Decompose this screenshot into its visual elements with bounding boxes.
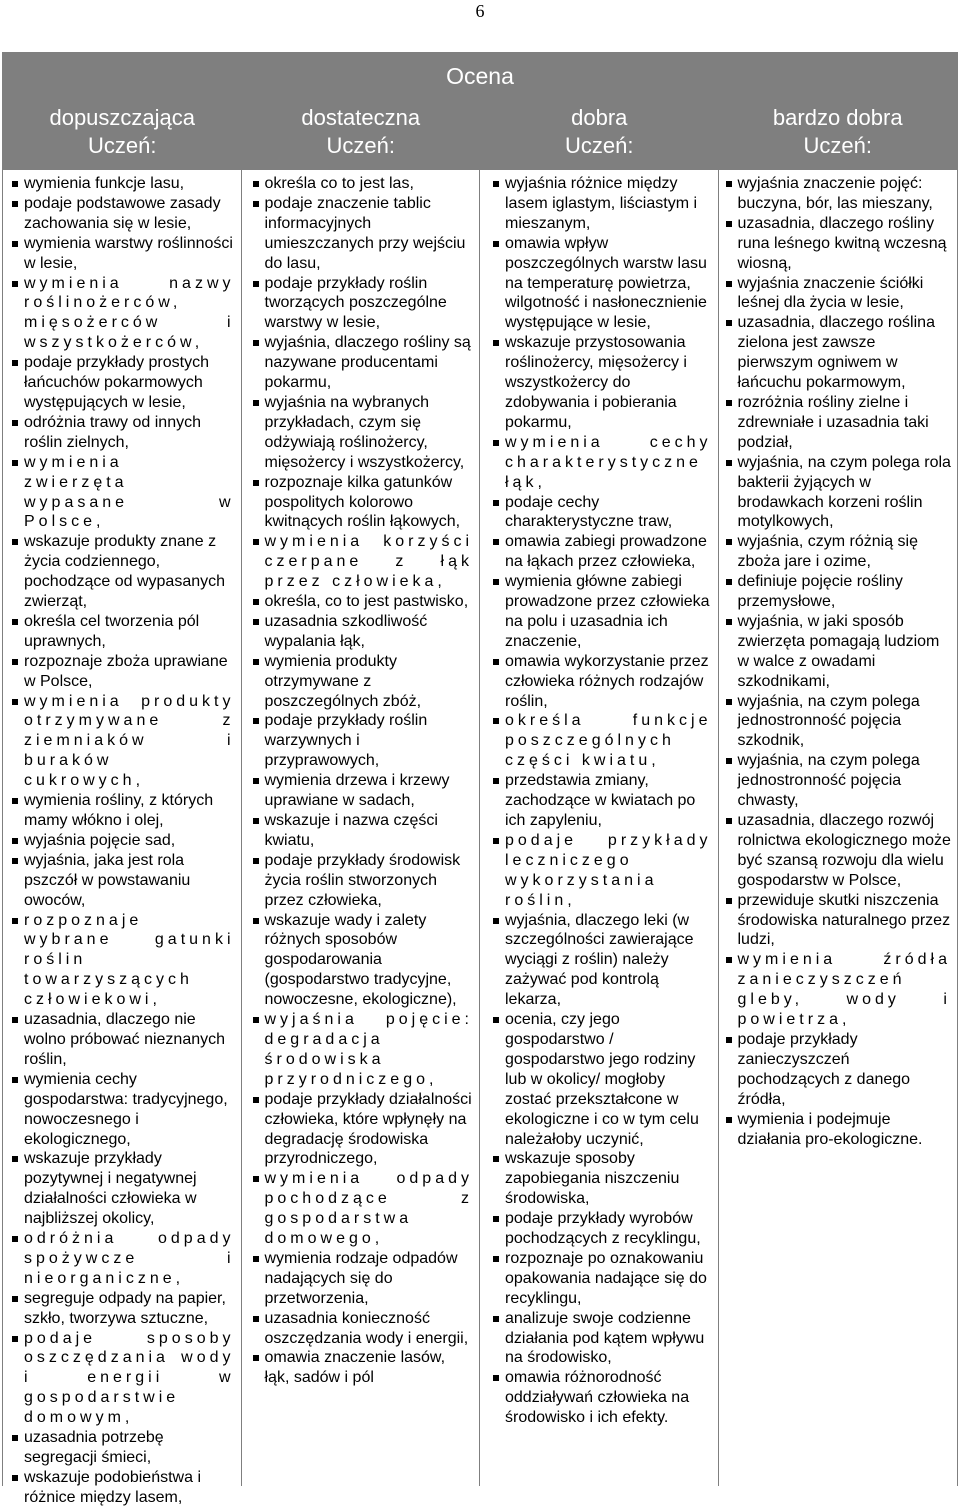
requirement-item: wyjaśnia, czym różnią się zboża jare i ozime, — [725, 532, 951, 572]
requirement-item: przewiduje skutki niszczenia środowiska naturalnego przez ludzi, — [725, 891, 951, 951]
requirement-item: wskazuje i nazwa części kwiatu, — [252, 811, 474, 851]
requirement-item: podaje cechy charakterystyczne traw, — [492, 493, 712, 533]
requirement-item: wskazuje przykłady pozytywnej i negatywnej działalności człowieka w najbliższej okolicy, — [11, 1149, 235, 1229]
table-header — [3, 52, 957, 170]
requirement-item: definiuje pojęcie rośliny przemysłowe, — [725, 572, 951, 612]
requirement-item: podaje przykłady leczniczego wykorzystania roślin, — [492, 831, 712, 911]
requirement-item: wymienia drzewa i krzewy uprawiane w sadach, — [252, 771, 474, 811]
requirement-item: uzasadnia konieczność oszczędzania wody i energii, — [252, 1309, 474, 1349]
requirement-item: uzasadnia, dlaczego rozwój rolnictwa ekologicznego może być szansą rozwoju dla wielu gospodarstw w Polsce, — [725, 811, 951, 891]
requirement-item: uzasadnia, dlaczego rośliny runa leśnego kwitną wczesną wiosną, — [725, 214, 951, 274]
requirement-item: wymienia rodzaje odpadów nadających się do przetworzenia, — [252, 1249, 474, 1309]
requirement-item: wskazuje wady i zalety różnych sposobów gospodarowania (gospodarstwo tradycyjne, nowoczesne, ekologiczne), — [252, 911, 474, 1011]
requirement-item: omawia różnorodność oddziaływań człowieka na środowisko i ich efekty. — [492, 1368, 712, 1428]
requirement-item: wymienia nazwy roślinożerców, mięsożerców i wszystkożerców, — [11, 274, 235, 354]
requirements-list — [11, 174, 235, 1508]
page-number: 6 — [475, 1, 485, 21]
requirement-item: wyjaśnia, jaka jest rola pszczół w powstawaniu owoców, — [11, 851, 235, 911]
requirements-list — [725, 174, 951, 1149]
column-dopuszczajaca — [3, 170, 242, 1506]
requirement-item: podaje przykłady działalności człowieka, które wpłynęły na degradację środowiska przyrodniczego, — [252, 1090, 474, 1170]
header-column-dobra — [480, 104, 719, 160]
requirement-item: rozpoznaje po oznakowaniu opakowania nadające się do recyklingu, — [492, 1249, 712, 1309]
requirement-item: wskazuje podobieństwa i różnice między lasem, — [11, 1468, 235, 1508]
requirement-item: odróżnia trawy od innych roślin zielnych, — [11, 413, 235, 453]
requirements-list — [252, 174, 474, 1388]
requirement-item: podaje podstawowe zasady zachowania się w lesie, — [11, 194, 235, 234]
requirement-item: uzasadnia szkodliwość wypalania łąk, — [252, 612, 474, 652]
requirement-item: wymienia cechy gospodarstwa: tradycyjnego, nowoczesnego i ekologicznego, — [11, 1070, 235, 1150]
requirement-item: omawia znaczenie lasów, łąk, sadów i pól — [252, 1348, 474, 1388]
requirement-item: podaje przykłady wyrobów pochodzących z recyklingu, — [492, 1209, 712, 1249]
requirement-item: podaje przykłady roślin tworzących poszczególne warstwy w lesie, — [252, 274, 474, 334]
requirement-item: wyjaśnia, dlaczego leki (w szczególności zawierające wyciągi z roślin) należy zażywać pod kontrolą lekarza, — [492, 911, 712, 1011]
requirement-item: omawia wpływ poszczególnych warstw lasu na temperaturę powietrza, wilgotność i nasłonecznienie występujące w lesie, — [492, 234, 712, 334]
requirement-item: wymienia korzyści czerpane z łąk przez człowieka, — [252, 532, 474, 592]
requirement-item: ocenia, czy jego gospodarstwo / gospodarstwo jego rodziny lub w okolicy/ mogłoby zostać przekształcone w ekologiczne i co w tym celu należałoby uczynić, — [492, 1010, 712, 1149]
requirement-item: rozpoznaje zboża uprawiane w Polsce, — [11, 652, 235, 692]
requirement-item: wymienia źródła zanieczyszczeń gleby, wody i powietrza, — [725, 950, 951, 1030]
requirement-item: wymienia główne zabiegi prowadzone przez człowieka na polu i uzasadnia ich znaczenie, — [492, 572, 712, 652]
requirement-item: wyjaśnia na wybranych przykładach, czym się odżywiają roślinożercy, mięsożercy i wszystkożercy, — [252, 393, 474, 473]
requirement-item: podaje przykłady roślin warzywnych i przyprawowych, — [252, 711, 474, 771]
grading-table — [2, 52, 958, 1506]
header-column-dostateczna — [242, 104, 481, 160]
grade-label: dobra — [571, 105, 628, 130]
requirement-item: wymienia cechy charakterystyczne łąk, — [492, 433, 712, 493]
requirement-item: wskazuje przystosowania roślinożercy, mięsożercy i wszystkożercy do zdobywania i pobierania pokarmu, — [492, 333, 712, 433]
grade-label: bardzo dobra — [772, 105, 903, 130]
requirement-item: podaje sposoby oszczędzania wody i energii w gospodarstwie domowym, — [11, 1329, 235, 1429]
requirements-list — [492, 174, 712, 1428]
requirement-item: segreguje odpady na papier, szkło, tworzywa sztuczne, — [11, 1289, 235, 1329]
requirement-item: wymienia produkty otrzymywane z poszczególnych zbóż, — [252, 652, 474, 712]
column-dobra — [480, 170, 719, 1486]
requirement-item: uzasadnia, dlaczego roślina zielona jest zawsze pierwszym ogniwem w łańcuchu pokarmowym, — [725, 313, 951, 393]
requirement-item: wyjaśnia, dlaczego rośliny są nazywane producentami pokarmu, — [252, 333, 474, 393]
requirement-item: wyjaśnia pojęcie: degradacja środowiska przyrodniczego, — [252, 1010, 474, 1090]
requirement-item: wymienia i podejmuje działania pro-ekologiczne. — [725, 1110, 951, 1150]
requirement-item: wyjaśnia, na czym polega rola bakterii żyjących w brodawkach korzeni roślin motylkowych, — [725, 453, 951, 533]
requirement-item: określa, co to jest pastwisko, — [252, 592, 474, 612]
header-column-dopuszczajaca — [3, 104, 242, 160]
requirement-item: rozpoznaje kilka gatunków pospolitych kolorowo kwitnących roślin łąkowych, — [252, 473, 474, 533]
column-dostateczna — [242, 170, 481, 1486]
requirement-item: wyjaśnia różnice między lasem iglastym, liściastym i mieszanym, — [492, 174, 712, 234]
requirement-item: odróżnia odpady spożywcze i nieorganiczne, — [11, 1229, 235, 1289]
requirement-item: analizuje swoje codzienne działania pod kątem wpływu na środowisko, — [492, 1309, 712, 1369]
requirement-item: wyjaśnia znaczenie pojęć: buczyna, bór, las mieszany, — [725, 174, 951, 214]
requirement-item: wymienia warstwy roślinności w lesie, — [11, 234, 235, 274]
grade-label: dopuszczająca — [49, 105, 196, 130]
header-column-bardzo-dobra — [719, 104, 958, 160]
requirement-item: wymienia zwierzęta wypasane w Polsce, — [11, 453, 235, 533]
header-title: Ocena — [446, 63, 514, 89]
requirement-item: wymienia funkcje lasu, — [11, 174, 235, 194]
requirement-item: wskazuje produkty znane z życia codziennego, pochodzące od wypasanych zwierząt, — [11, 532, 235, 612]
requirement-item: wskazuje sposoby zapobiegania niszczeniu środowiska, — [492, 1149, 712, 1209]
requirement-item: rozróżnia rośliny zielne i zdrewniałe i uzasadnia taki podział, — [725, 393, 951, 453]
requirement-item: podaje znaczenie tablic informacyjnych umieszczanych przy wejściu do lasu, — [252, 194, 474, 274]
requirement-item: określa co to jest las, — [252, 174, 474, 194]
requirement-item: przedstawia zmiany, zachodzące w kwiatach po ich zapyleniu, — [492, 771, 712, 831]
requirement-item: określa funkcje poszczególnych części kwiatu, — [492, 711, 712, 771]
requirement-item: rozpoznaje wybrane gatunki roślin towarzyszących człowiekowi, — [11, 911, 235, 1011]
requirement-item: podaje przykłady prostych łańcuchów pokarmowych występujących w lesie, — [11, 353, 235, 413]
requirement-item: omawia wykorzystanie przez człowieka różnych rodzajów roślin, — [492, 652, 712, 712]
grade-subtitle: Uczeń: — [565, 133, 634, 158]
grade-subtitle: Uczeń: — [326, 133, 395, 158]
grade-subtitle: Uczeń: — [88, 133, 157, 158]
requirement-item: omawia zabiegi prowadzone na łąkach przez człowieka, — [492, 532, 712, 572]
requirement-item: wymienia odpady pochodzące z gospodarstwa domowego, — [252, 1169, 474, 1249]
requirement-item: uzasadnia potrzebę segregacji śmieci, — [11, 1428, 235, 1468]
requirement-item: wyjaśnia, na czym polega jednostronność pojęcia chwasty, — [725, 751, 951, 811]
requirement-item: określa cel tworzenia pól uprawnych, — [11, 612, 235, 652]
requirement-item: podaje przykłady zanieczyszczeń pochodzących z danego źródła, — [725, 1030, 951, 1110]
requirement-item: wymienia produkty otrzymywane z ziemniaków i buraków cukrowych, — [11, 692, 235, 792]
column-bardzo-dobra — [719, 170, 957, 1486]
requirement-item: wyjaśnia znaczenie ściółki leśnej dla życia w lesie, — [725, 274, 951, 314]
table-body — [3, 170, 957, 1506]
grade-label: dostateczna — [301, 105, 421, 130]
requirement-item: wyjaśnia, w jaki sposób zwierzęta pomagają ludziom w walce z owadami szkodnikami, — [725, 612, 951, 692]
requirement-item: wyjaśnia, na czym polega jednostronność pojęcia szkodnik, — [725, 692, 951, 752]
requirement-item: podaje przykłady środowisk życia roślin stworzonych przez człowieka, — [252, 851, 474, 911]
requirement-item: wyjaśnia pojęcie sad, — [11, 831, 235, 851]
grade-subtitle: Uczeń: — [803, 133, 872, 158]
requirement-item: wymienia rośliny, z których mamy włókno i olej, — [11, 791, 235, 831]
requirement-item: uzasadnia, dlaczego nie wolno próbować nieznanych roślin, — [11, 1010, 235, 1070]
